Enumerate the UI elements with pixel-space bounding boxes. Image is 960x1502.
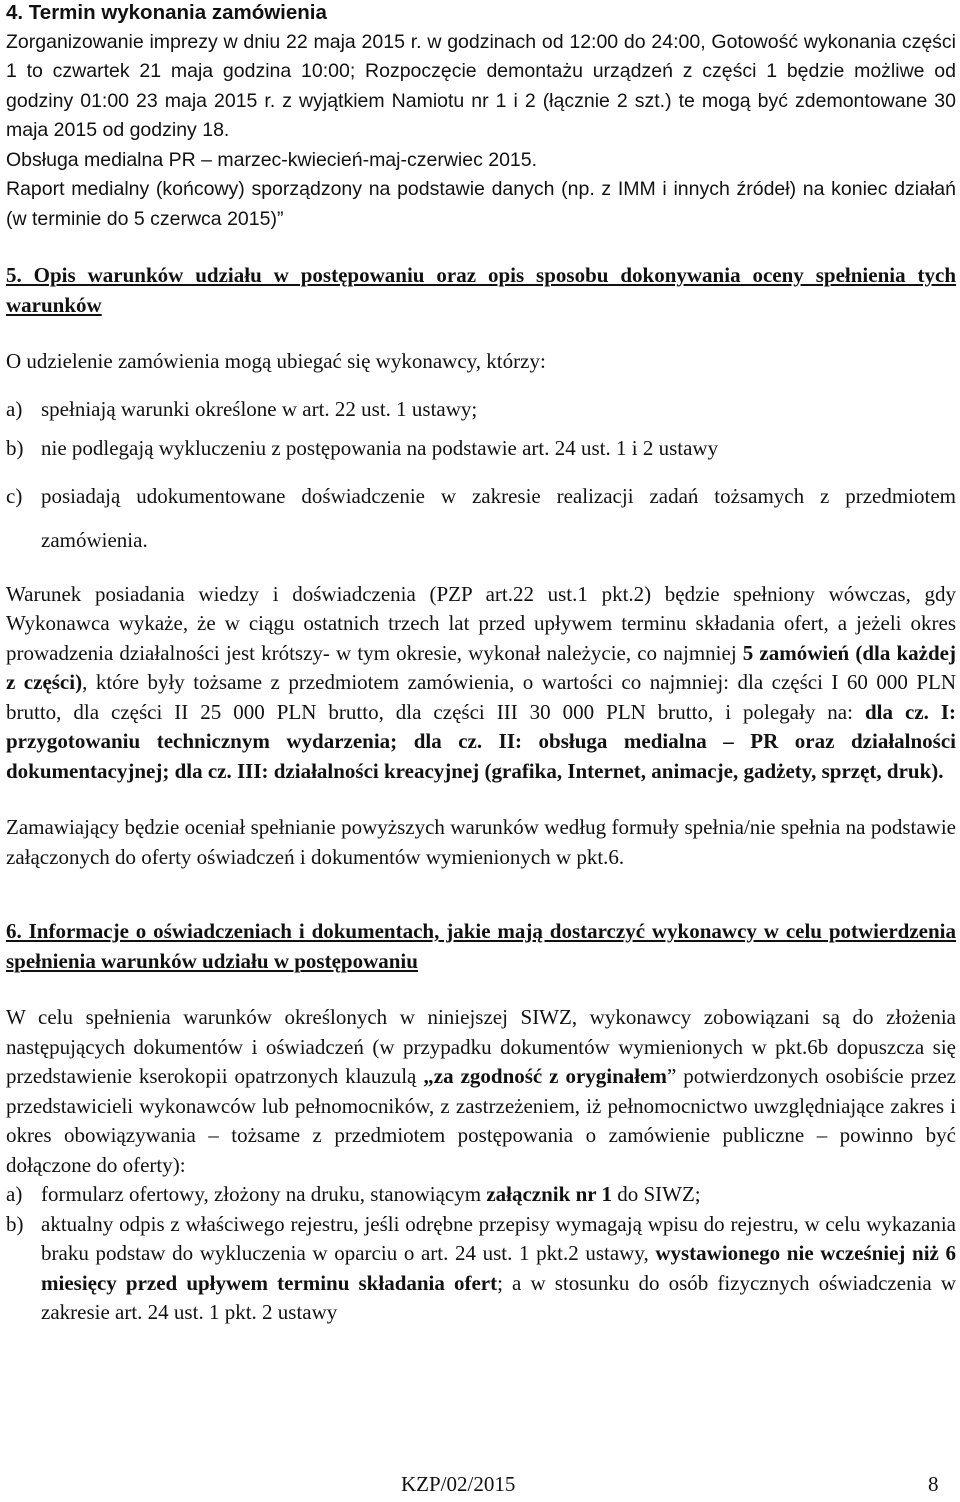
list-text: posiadają udokumentowane doświadczenie w zakresie realizacji zadań tożsamych z przedmiotem zamówienia.	[41, 483, 956, 552]
list-label: a)	[6, 1182, 23, 1206]
knowledge-experience-paragraph: Warunek posiadania wiedzy i doświadczenia (PZP art.22 ust.1 pkt.2) będzie spełniony wówczas, gdy Wykonawca wykaże, że w ciągu ostatnich trzech lat przed upływem terminu składania ofert, a jeżeli okres prowadzenia działalności jest krótszy- w tym okresie, wykonał należycie, co najmniej 5 zamówień (dla każdej z części), które były tożsame z przedmiotem zamówienia, o wartości co najmniej: dla części I 60 000 PLN brutto, dla części II 25 000 PLN brutto, dla części III 30 000 PLN brutto, i polegały na: dla cz. I: przygotowaniu technicznym wydarzenia; dla cz. II: obsługa medialna – PR oraz działalności dokumentacyjnej; dla cz. III: działalności kreacyjnej (grafika, Internet, animacje, gadżety, sprzęt, druk).	[6, 581, 956, 783]
section-5-heading: 5. Opis warunków udziału w postępowaniu oraz opis sposobu dokonywania oceny spełnienia tych warunków	[6, 263, 956, 317]
section-4-schedule-text: Zorganizowanie imprezy w dniu 22 maja 2015 r. w godzinach od 12:00 do 24:00, Gotowość wykonania części 1 to czwartek 21 maja godzina 10:00; Rozpoczęcie demontażu urządzeń z części 1 będzie możliwe od godziny 01:00 23 maja 2015 r. z wyjątkiem Namiotu nr 1 i 2 (łącznie 2 szt.) te mogą być zdemontowane 30 maja 2015 od godziny 18.	[6, 30, 956, 141]
scope-emphasis: dla cz. I: przygotowaniu technicznym wydarzenia; dla cz. II: obsługa medialna – PR oraz działalności dokumentacyjnej; dla cz. III: działalności kreacyjnej (grafika, Internet, animacje, gadżety, sprzęt, druk).	[6, 699, 956, 783]
evaluation-paragraph: Zamawiający będzie oceniał spełnianie powyższych warunków według formuły spełnia/nie spełnia na podstawie załączonych do oferty oświadczeń i dokumentów wymienionych w pkt.6.	[6, 815, 956, 869]
condition-c	[6, 474, 956, 562]
list-text: nie podlegają wykluczeniu z postępowania na podstawie art. 24 ust. 1 i 2 ustawy	[41, 436, 719, 460]
list-text: formularz ofertowy, złożony na druku, stanowiącym załącznik nr 1 do SIWZ;	[41, 1182, 701, 1206]
orders-count-emphasis: 5 zamówień (dla każdej z części)	[6, 640, 956, 694]
section-6-paragraph: W celu spełnienia warunków określonych w niniejszej SIWZ, wykonawcy zobowiązani są do złożenia następujących dokumentów i oświadczeń (w przypadku dokumentów wymienionych w pkt.6b dopuszcza się przedstawienie kserokopii opatrzonych klauzulą „za zgodność z oryginałem” potwierdzonych osobiście przez przedstawicieli wykonawców lub pełnomocników, z zastrzeżeniem, iż pełnomocnictwo uwzględniające zakres i okres obowiązywania – tożsame z przedmiotem postępowania o zamówienie publiczne – powinno być dołączone do oferty):	[6, 1005, 956, 1177]
page-number: 8	[928, 1472, 939, 1496]
section-6-heading: 6. Informacje o oświadczeniach i dokumentach, jakie mają dostarczyć wykonawcy w celu potwierdzenia spełnienia warunków udziału w postępowaniu	[6, 919, 956, 973]
list-label: a)	[6, 396, 23, 421]
section-5-intro: O udzielenie zamówienia mogą ubiegać się wykonawcy, którzy:	[6, 349, 546, 373]
document-page	[6, 0, 956, 1328]
condition-b	[6, 434, 956, 464]
document-code: KZP/02/2015	[401, 1472, 516, 1496]
document-a	[6, 1180, 956, 1210]
section-4-pr-text: Obsługa medialna PR – marzec-kwiecień-maj-czerwiec 2015.	[6, 148, 538, 171]
list-label: b)	[6, 436, 24, 460]
list-label: c)	[6, 483, 23, 508]
page-footer	[0, 1470, 960, 1500]
document-b	[6, 1210, 956, 1328]
condition-a	[6, 395, 956, 425]
issue-date-requirement: wystawionego nie wcześniej niż 6 miesięcy przed upływem terminu składania ofert	[41, 1241, 956, 1295]
section-4-heading: 4. Termin wykonania zamówienia	[6, 1, 327, 24]
list-text: aktualny odpis z właściwego rejestru, jeśli odrębne przepisy wymagają wpisu do rejestru, w celu wykazania braku podstaw do wykluczenia w oparciu o art. 24 ust. 1 pkt.2 ustawy, wystawionego nie wcześniej niż 6 miesięcy przed upływem terminu składania ofert; a w stosunku do osób fizycznych oświadczenia w zakresie art. 24 ust. 1 pkt. 2 ustawy	[41, 1211, 956, 1324]
section-4-report-text: Raport medialny (końcowy) sporządzony na podstawie danych (np. z IMM i innych źródeł) na koniec działań (w terminie do 5 czerwca 2015)”	[6, 178, 956, 230]
list-text: spełniają warunki określone w art. 22 ust. 1 ustawy;	[41, 396, 478, 421]
attachment-reference: załącznik nr 1	[486, 1182, 612, 1206]
certified-copy-clause: „za zgodność z oryginałem	[423, 1064, 667, 1088]
list-label: b)	[6, 1211, 24, 1236]
